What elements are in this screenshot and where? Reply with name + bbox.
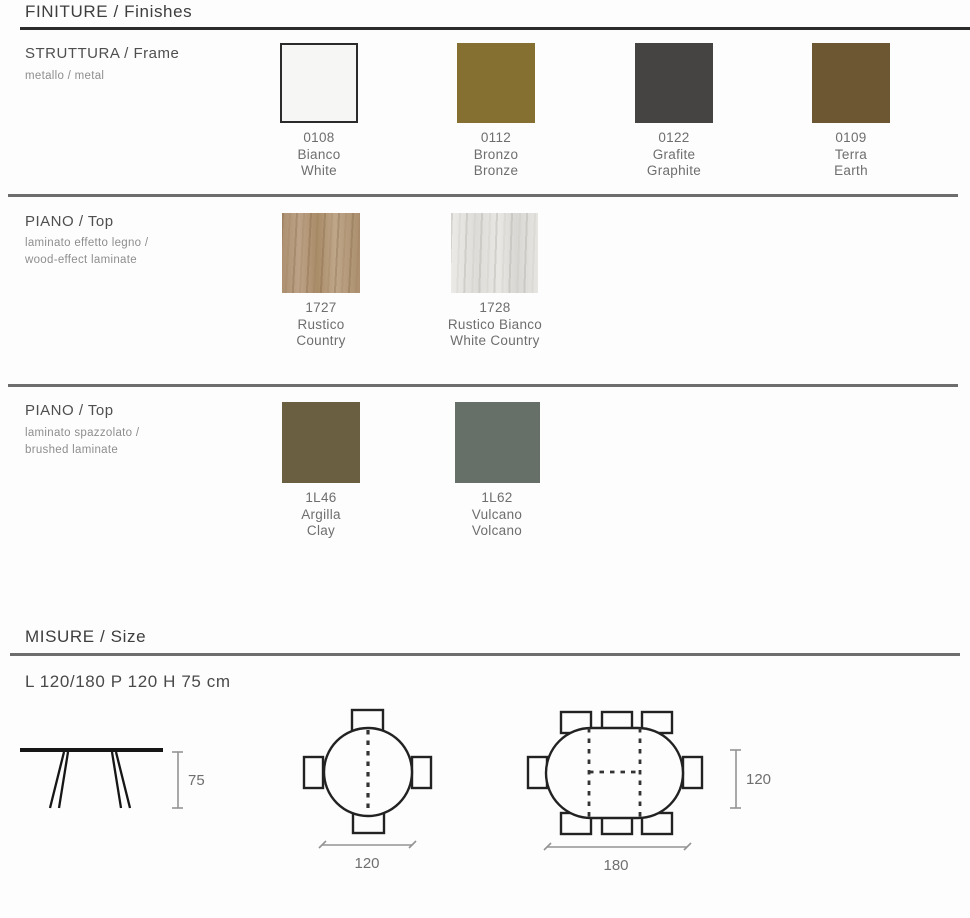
section-subtitle: brushed laminate (25, 444, 119, 456)
size-diagrams (0, 700, 970, 918)
swatch-name-en: Country (296, 333, 346, 348)
section-title-top-wood: PIANO / Top (25, 213, 114, 230)
swatch-name-en: Bronze (473, 163, 519, 178)
swatch-name-en: White Country (450, 333, 540, 348)
depth-dimension-label: 120 (746, 771, 772, 788)
section-subtitle: metallo / metal (25, 70, 105, 82)
swatch-caption-terra (771, 130, 931, 180)
table-extended-top-view (528, 712, 771, 874)
swatch-name-en: Earth (834, 163, 868, 178)
table-round-top-view (304, 710, 431, 872)
swatch-code: 0122 (658, 130, 690, 145)
swatch-code: 0108 (303, 130, 335, 145)
swatch-caption-vulcano (417, 490, 577, 540)
height-dimension-label: 75 (188, 772, 205, 789)
finish-swatch-grafite (635, 43, 713, 123)
finish-swatch-argilla (282, 402, 360, 483)
chair-right (412, 757, 431, 788)
swatch-name-en: Clay (306, 523, 336, 538)
swatch-name-it: Terra (834, 146, 868, 162)
chair-right (683, 757, 702, 788)
divider (20, 27, 970, 30)
sizes-heading: MISURE / Size (25, 627, 147, 646)
swatch-caption-rustico (241, 300, 401, 350)
height-dimension (172, 752, 183, 808)
finishes-heading: FINITURE / Finishes (25, 2, 193, 21)
table-top-side (20, 748, 163, 752)
swatch-code: 0112 (480, 130, 512, 145)
swatch-code: 1L62 (481, 490, 513, 505)
swatch-name-it: Bronzo (473, 146, 519, 162)
swatch-name-it: Bianco (297, 146, 341, 162)
swatch-caption-rustico-bianco (415, 300, 575, 350)
chair-left (528, 757, 547, 788)
width-dimension-closed (319, 841, 416, 848)
divider (8, 194, 958, 197)
swatch-name-it: Argilla (301, 506, 341, 522)
section-title-frame: STRUTTURA / Frame (25, 45, 180, 62)
finish-swatch-rustico-bianco (451, 213, 538, 293)
swatch-caption-grafite (594, 130, 754, 180)
swatch-code: 1728 (479, 300, 511, 315)
finish-swatch-terra (812, 43, 890, 123)
swatch-caption-bronzo (416, 130, 576, 180)
swatch-name-it: Rustico Bianco (447, 316, 543, 332)
finish-swatch-rustico (282, 213, 360, 293)
section-title-top-brushed: PIANO / Top (25, 402, 114, 419)
swatch-caption-bianco (239, 130, 399, 180)
swatch-name-en: Volcano (471, 523, 523, 538)
chair-left (304, 757, 323, 788)
section-subtitle: wood-effect laminate (25, 254, 137, 266)
width-dimension-extended-label: 180 (603, 857, 629, 874)
swatch-code: 1727 (305, 300, 337, 315)
finish-swatch-bronzo (457, 43, 535, 123)
depth-dimension (730, 750, 741, 808)
swatch-name-it: Grafite (652, 146, 696, 162)
swatch-name-it: Vulcano (471, 506, 523, 522)
divider (8, 384, 958, 387)
swatch-code: 0109 (835, 130, 867, 145)
swatch-caption-argilla (241, 490, 401, 540)
section-subtitle: laminato effetto legno / (25, 237, 149, 249)
finish-swatch-vulcano (455, 402, 540, 483)
width-dimension-extended (544, 843, 691, 850)
divider (10, 653, 960, 656)
finish-swatch-bianco (280, 43, 358, 123)
swatch-code: 1L46 (305, 490, 337, 505)
table-side-view (20, 748, 163, 808)
swatch-name-en: White (300, 163, 337, 178)
swatch-name-en: Graphite (646, 163, 702, 178)
section-subtitle: laminato spazzolato / (25, 427, 140, 439)
swatch-name-it: Rustico (297, 316, 345, 332)
dimensions-label: L 120/180 P 120 H 75 cm (25, 672, 231, 691)
width-dimension-closed-label: 120 (354, 855, 380, 872)
